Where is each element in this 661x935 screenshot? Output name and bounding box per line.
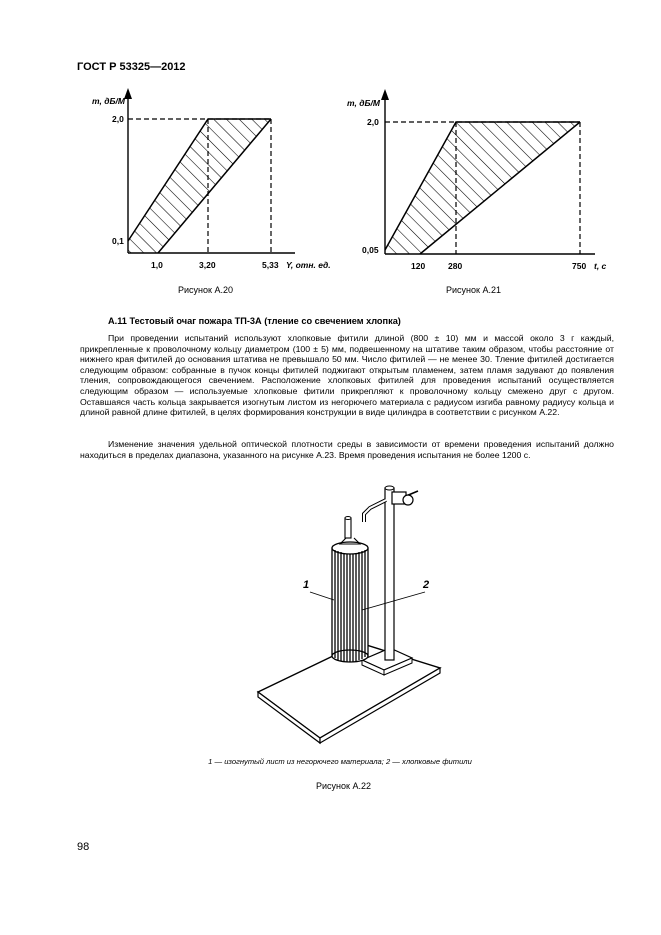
figure-a22	[250, 470, 450, 745]
x-axis-label: t, c	[594, 261, 607, 271]
document-header: ГОСТ Р 53325—2012	[77, 61, 186, 73]
callout-2: 2	[423, 579, 430, 591]
y-axis-arrow	[124, 88, 132, 99]
y-axis-arrow	[381, 89, 389, 100]
x-axis-label: Y, отн. ед.	[286, 260, 331, 270]
area-region	[128, 119, 271, 253]
page-number: 98	[77, 841, 90, 853]
x-tick-1: 120	[411, 261, 426, 271]
area-region	[385, 122, 580, 254]
figure-legend: 1 — изогнутый лист из негорючего материала; 2 — хлопковые фитили	[208, 757, 472, 766]
x-tick-2: 3,20	[199, 260, 216, 270]
chart-a21	[345, 88, 635, 283]
caption-a20: Рисунок А.20	[178, 285, 233, 295]
leader-1	[310, 592, 334, 600]
chart-a20	[90, 85, 360, 285]
x-tick-3: 750	[572, 261, 587, 271]
y-axis-label: m, дБ/М	[347, 98, 380, 108]
y-tick-bottom: 0,1	[112, 236, 124, 246]
paragraph-1: При проведении испытаний используют хлопковые фитили длиной (800 ± 10) мм и массой около 3 г каждый, прикрепленные к проволочному кольцу диаметром (100 ± 5) мм, подвешенному на штативе таким образом, чтобы расстояние от нижнего края фитилей до основания штатива не превышало 50 мм. Число фитилей — не менее 30. Тление фитилей достигается следующим образом: собранные в пучок концы фитилей поджигают открытым пламенем, затем пламя задувают до появления тления, сопровождающегося свечением. Расположение хлопковых фитилей для проведения испытаний осуществляется следующим образом — используемые хлопковые фитили прикрепляют к проволочному кольцу смежено друг с другом. Оставшаяся часть кольца закрывается изогнутым листом из негорючего материала с радиусом изгиба равному радиусу кольца и длиной равной длине фитилей, в целях формирования конструкции в виде цилиндра в соответствии с рисунком А.22.	[80, 333, 614, 418]
section-title: А.11 Тестовый очаг пожара ТП-3А (тление со свечением хлопка)	[108, 316, 401, 326]
y-tick-bottom: 0,05	[362, 245, 379, 255]
callout-1: 1	[303, 579, 310, 591]
x-tick-3: 5,33	[262, 260, 279, 270]
caption-a21: Рисунок А.21	[446, 285, 501, 295]
y-tick-top: 2,0	[367, 117, 379, 127]
paragraph-2: Изменение значения удельной оптической плотности среды в зависимости от времени проведения испытаний должно находиться в пределах диапазона, указанного на рисунке А.23. Время проведения испытания не более 1200 с.	[80, 439, 614, 460]
x-tick-1: 1,0	[151, 260, 163, 270]
y-tick-top: 2,0	[112, 114, 124, 124]
caption-a22: Рисунок А.22	[316, 781, 371, 791]
y-axis-label: m, дБ/М	[92, 96, 125, 106]
stand-rod	[385, 488, 394, 660]
x-tick-2: 280	[448, 261, 463, 271]
